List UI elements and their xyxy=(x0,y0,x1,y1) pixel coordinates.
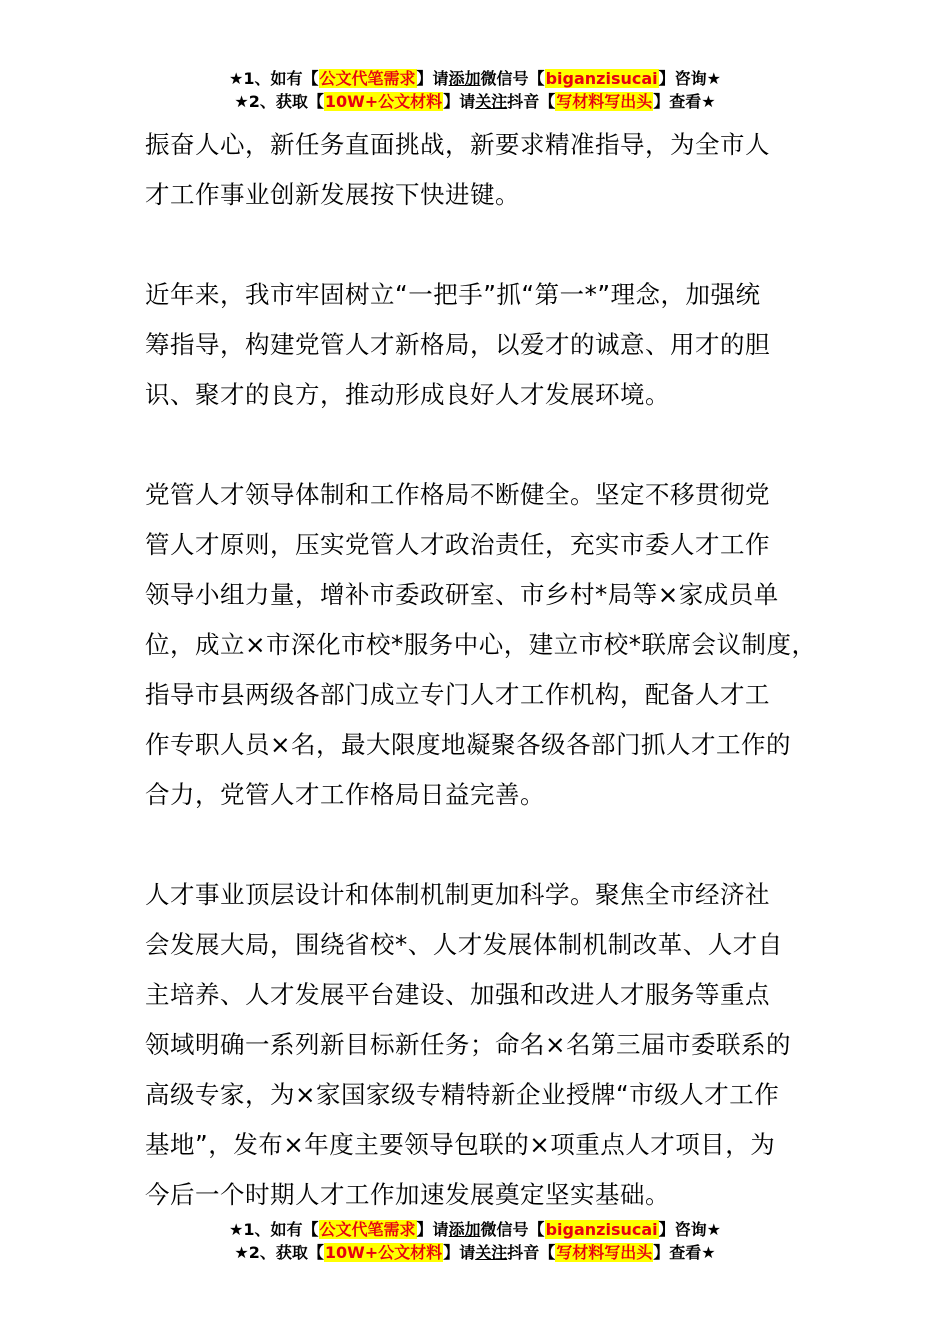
highlight-wechat-id: biganzisucai xyxy=(545,69,658,88)
banner-text: 】请 xyxy=(416,1220,449,1239)
text-line: 基地”，发布×年度主要领导包联的×项重点人才项目，为 xyxy=(145,1130,776,1159)
text-line: 领导小组力量，增补市委政研室、市乡村*局等×家成员单 xyxy=(145,580,779,609)
banner-line-2 xyxy=(0,1241,950,1264)
highlight-materials: 10W+公文材料 xyxy=(324,92,443,111)
text-line: 才工作事业创新发展按下快进键。 xyxy=(145,180,520,209)
highlight-douyin-account: 写材料写出头 xyxy=(556,92,653,111)
banner-line-1 xyxy=(0,1218,950,1241)
text-line: 振奋人心，新任务直面挑战，新要求精准指导，为全市人 xyxy=(145,130,770,159)
text-line: 筹指导，构建党管人才新格局，以爱才的诚意、用才的胆 xyxy=(145,330,770,359)
text-line: 位，成立×市深化市校*服务中心，建立市校*联席会议制度， xyxy=(145,630,817,659)
text-line: 主培养、人才发展平台建设、加强和改进人才服务等重点 xyxy=(145,980,770,1009)
banner-text: ★1、如有【 xyxy=(229,69,319,88)
text-line: 人才事业顶层设计和体制机制更加科学。聚焦全市经济社 xyxy=(145,880,770,909)
paragraph xyxy=(145,870,835,1220)
text-line: 高级专家，为×家国家级专精特新企业授牌“市级人才工作 xyxy=(145,1080,780,1109)
footer-banner xyxy=(0,1218,950,1264)
paragraph xyxy=(145,120,835,220)
highlight-materials: 10W+公文材料 xyxy=(324,1243,443,1262)
text-line: 作专职人员×名，最大限度地凝聚各级各部门抓人才工作的 xyxy=(145,730,792,759)
text-line: 今后一个时期人才工作加速发展奠定坚实基础。 xyxy=(145,1180,670,1209)
banner-text: 抖音【 xyxy=(507,1243,556,1262)
paragraph-spacer xyxy=(145,420,835,470)
banner-text: 微信号【 xyxy=(480,1220,545,1239)
paragraph xyxy=(145,470,835,820)
underlined-text: 关注 xyxy=(475,1243,508,1262)
text-line: 管人才原则，压实党管人才政治责任，充实市委人才工作 xyxy=(145,530,770,559)
banner-text: 】请 xyxy=(416,69,449,88)
document-body xyxy=(145,120,835,1220)
underlined-text: 添加 xyxy=(448,1220,481,1239)
banner-text: 微信号【 xyxy=(480,69,545,88)
paragraph-spacer xyxy=(145,820,835,870)
paragraph xyxy=(145,270,835,420)
banner-text: ★2、获取【 xyxy=(234,1243,324,1262)
highlight-service: 公文代笔需求 xyxy=(319,1220,416,1239)
highlight-douyin-account: 写材料写出头 xyxy=(556,1243,653,1262)
banner-line-2 xyxy=(0,90,950,113)
text-line: 会发展大局，围绕省校*、人才发展体制机制改革、人才自 xyxy=(145,930,783,959)
paragraph-spacer xyxy=(145,220,835,270)
banner-text: 】请 xyxy=(443,92,476,111)
banner-line-1 xyxy=(0,67,950,90)
highlight-wechat-id: biganzisucai xyxy=(545,1220,658,1239)
banner-text: 】咨询★ xyxy=(658,1220,721,1239)
text-line: 识、聚才的良方，推动形成良好人才发展环境。 xyxy=(145,380,670,409)
banner-text: ★2、获取【 xyxy=(234,92,324,111)
banner-text: 】请 xyxy=(443,1243,476,1262)
banner-text: 】查看★ xyxy=(653,1243,716,1262)
text-line: 指导市县两级各部门成立专门人才工作机构，配备人才工 xyxy=(145,680,770,709)
text-line: 合力，党管人才工作格局日益完善。 xyxy=(145,780,545,809)
banner-text: ★1、如有【 xyxy=(229,1220,319,1239)
text-line: 领域明确一系列新目标新任务；命名×名第三届市委联系的 xyxy=(145,1030,792,1059)
banner-text: 】咨询★ xyxy=(658,69,721,88)
underlined-text: 关注 xyxy=(475,92,508,111)
banner-text: 】查看★ xyxy=(653,92,716,111)
header-banner xyxy=(0,67,950,113)
text-line: 党管人才领导体制和工作格局不断健全。坚定不移贯彻党 xyxy=(145,480,770,509)
highlight-service: 公文代笔需求 xyxy=(319,69,416,88)
text-line: 近年来，我市牢固树立“一把手”抓“第一*”理念，加强统 xyxy=(145,280,761,309)
underlined-text: 添加 xyxy=(448,69,481,88)
banner-text: 抖音【 xyxy=(507,92,556,111)
